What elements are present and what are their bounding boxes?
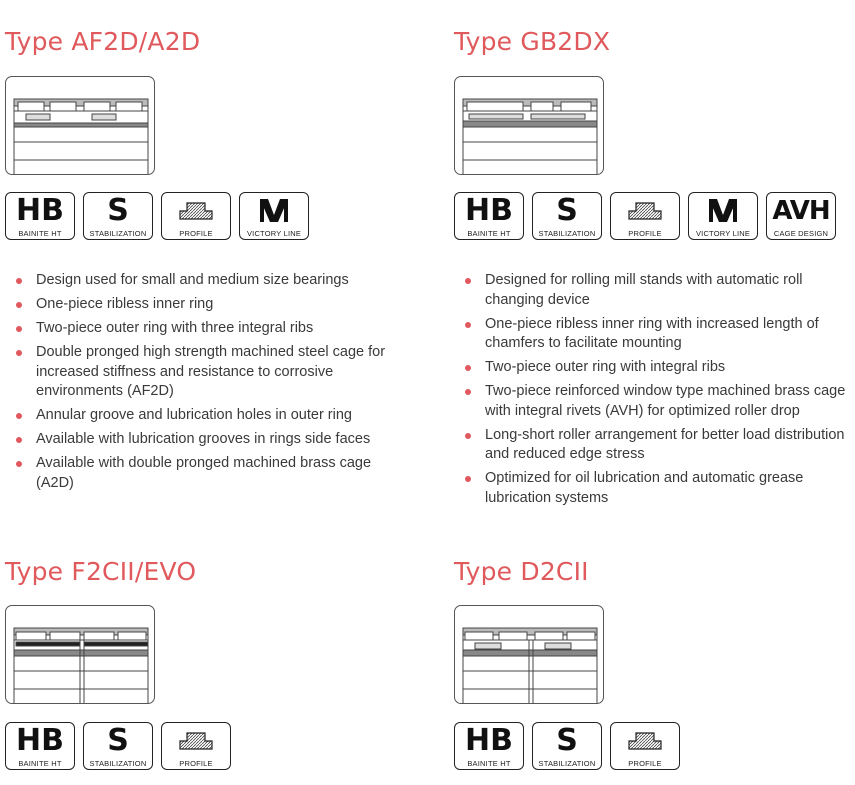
list-item: Designed for rolling mill stands with automatic roll changing device bbox=[454, 271, 854, 310]
bearing-diagram bbox=[454, 605, 604, 704]
bearing-cross-section-icon bbox=[6, 606, 155, 704]
section-title: Type D2CII bbox=[454, 557, 589, 586]
profile-icon bbox=[627, 199, 663, 221]
victory-line-badge bbox=[239, 192, 309, 240]
victory-line-badge bbox=[688, 192, 758, 240]
profile-badge bbox=[161, 722, 231, 770]
feature-badges bbox=[454, 192, 836, 240]
feature-badges bbox=[5, 192, 309, 240]
profile-icon bbox=[178, 199, 214, 221]
badge-code: S bbox=[556, 723, 578, 758]
hb-badge bbox=[5, 722, 75, 770]
list-item: One-piece ribless inner ring bbox=[5, 295, 390, 315]
badge-label: BAINITE HT bbox=[18, 759, 62, 768]
profile-badge bbox=[610, 192, 680, 240]
hb-badge bbox=[5, 192, 75, 240]
badge-label: STABILIZATION bbox=[538, 229, 596, 238]
badge-code: HB bbox=[16, 723, 64, 758]
badge-label: BAINITE HT bbox=[18, 229, 62, 238]
list-item: Two-piece outer ring with integral ribs bbox=[454, 358, 854, 378]
bearing-diagram bbox=[5, 605, 155, 704]
badge-code: S bbox=[556, 193, 578, 228]
badge-label: STABILIZATION bbox=[89, 759, 147, 768]
badge-code: HB bbox=[16, 193, 64, 228]
list-item: Available with double pronged machined brass cage (A2D) bbox=[5, 454, 390, 493]
list-item: Two-piece reinforced window type machined brass cage with integral rivets (AVH) for optimized roller drop bbox=[454, 382, 854, 421]
s-badge bbox=[83, 192, 153, 240]
s-badge bbox=[532, 192, 602, 240]
badge-label: PROFILE bbox=[179, 229, 213, 238]
list-item: Two-piece outer ring with three integral ribs bbox=[5, 319, 390, 339]
badge-code: AVH bbox=[772, 196, 830, 226]
list-item: Design used for small and medium size bearings bbox=[5, 271, 390, 291]
profile-icon bbox=[178, 729, 214, 751]
bearing-diagram bbox=[5, 76, 155, 175]
badge-label: VICTORY LINE bbox=[695, 229, 751, 238]
badge-label: PROFILE bbox=[179, 759, 213, 768]
list-item: Long-short roller arrangement for better load distribution and reduced edge stress bbox=[454, 426, 854, 465]
bearing-cross-section-icon bbox=[6, 77, 155, 175]
badge-label: VICTORY LINE bbox=[246, 229, 302, 238]
badge-label: STABILIZATION bbox=[89, 229, 147, 238]
badge-label: STABILIZATION bbox=[538, 759, 596, 768]
section-title: Type GB2DX bbox=[454, 27, 611, 56]
section-title: Type AF2D/A2D bbox=[5, 27, 201, 56]
feature-list bbox=[5, 271, 390, 498]
s-badge bbox=[532, 722, 602, 770]
section-title: Type F2CII/EVO bbox=[5, 557, 197, 586]
hb-badge bbox=[454, 722, 524, 770]
hb-badge bbox=[454, 192, 524, 240]
feature-list bbox=[454, 271, 854, 513]
badge-code: S bbox=[107, 723, 129, 758]
feature-badges bbox=[454, 722, 680, 770]
victory-line-icon bbox=[257, 197, 291, 223]
feature-badges bbox=[5, 722, 231, 770]
badge-label: BAINITE HT bbox=[467, 759, 511, 768]
victory-line-icon bbox=[706, 197, 740, 223]
badge-code: HB bbox=[465, 723, 513, 758]
list-item: Annular groove and lubrication holes in outer ring bbox=[5, 406, 390, 426]
badge-label: BAINITE HT bbox=[467, 229, 511, 238]
list-item: Available with lubrication grooves in rings side faces bbox=[5, 430, 390, 450]
list-item: Double pronged high strength machined steel cage for increased stiffness and resistance to corrosive environments (AF2D) bbox=[5, 343, 390, 402]
list-item: Optimized for oil lubrication and automatic grease lubrication systems bbox=[454, 469, 854, 508]
profile-badge bbox=[610, 722, 680, 770]
badge-label: PROFILE bbox=[628, 229, 662, 238]
bearing-cross-section-icon bbox=[455, 606, 604, 704]
bearing-diagram bbox=[454, 76, 604, 175]
badge-label: PROFILE bbox=[628, 759, 662, 768]
badge-code: HB bbox=[465, 193, 513, 228]
avh-badge bbox=[766, 192, 836, 240]
list-item: One-piece ribless inner ring with increased length of chamfers to facilitate mounting bbox=[454, 315, 854, 354]
s-badge bbox=[83, 722, 153, 770]
profile-icon bbox=[627, 729, 663, 751]
bearing-cross-section-icon bbox=[455, 77, 604, 175]
profile-badge bbox=[161, 192, 231, 240]
badge-code: S bbox=[107, 193, 129, 228]
badge-label: CAGE DESIGN bbox=[773, 229, 829, 238]
